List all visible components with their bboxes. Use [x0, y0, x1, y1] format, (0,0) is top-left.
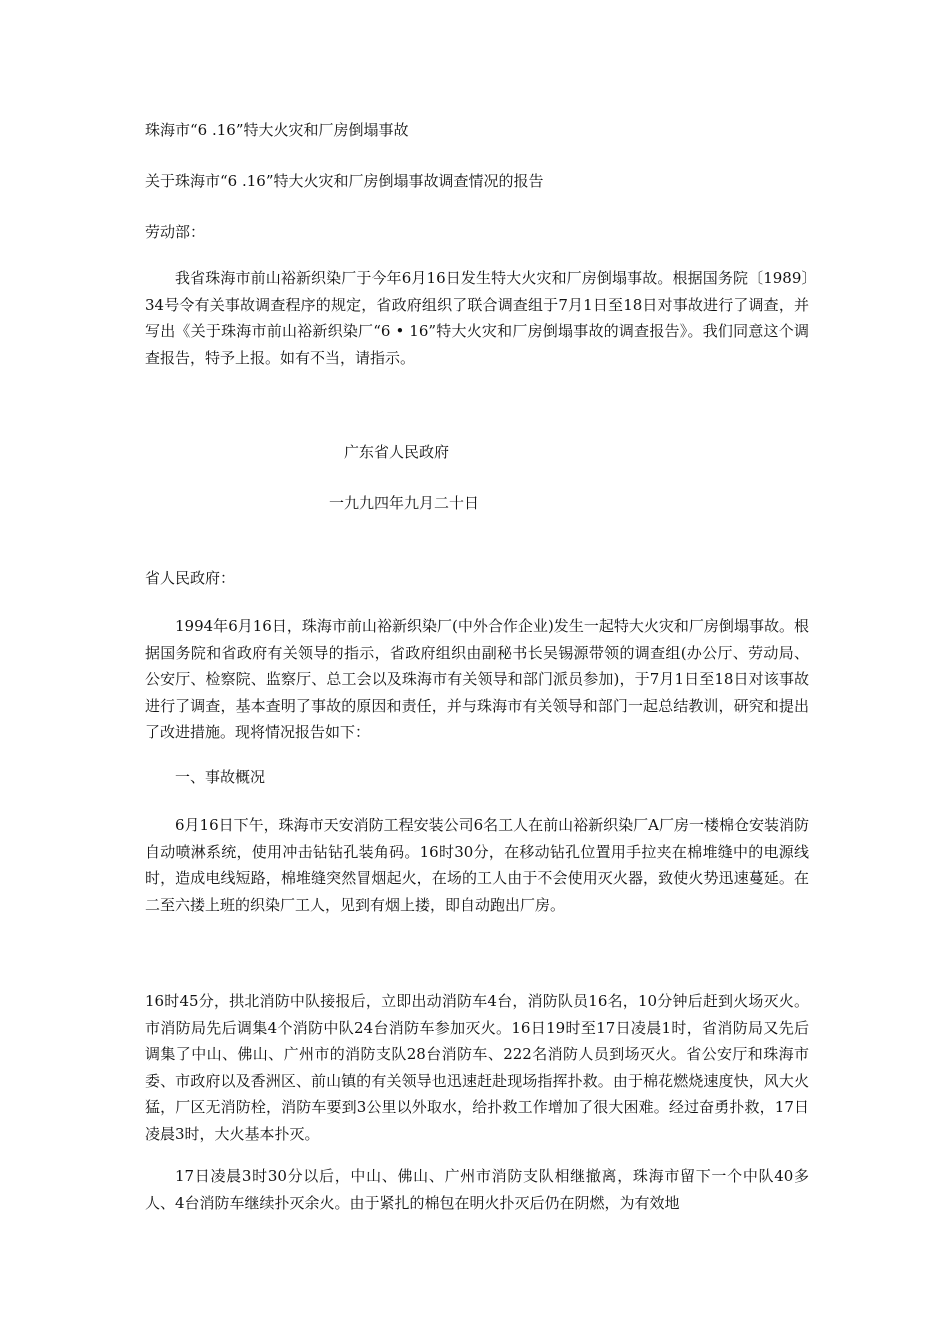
signature-organization: 广东省人民政府: [344, 443, 450, 461]
recipient-line-2: 省人民政府：: [145, 569, 236, 587]
intro-paragraph: 1994年6月16日，珠海市前山裕新织染厂(中外合作企业)发生一起特大火灾和厂房倒塌事故。根据国务院和省政府有关领导的指示，省政府组织由副秘书长吴锡源带领的调查组(办公厅、劳动局、公安厅、检察院、监察厅、总工会以及珠海市有关领导和部门派员参加)，于7月1日至18日对该事故进行了调查，基本查明了事故的原因和责任，并与珠海市有关领导和部门一起总结教训，研究和提出了改进措施。现将情况报告如下：: [145, 617, 809, 741]
recipient-line: 劳动部：: [145, 223, 206, 241]
document-title: 珠海市“6 .16”特大火灾和厂房倒塌事故: [145, 121, 409, 139]
section-heading: 一、事故概况: [175, 768, 266, 786]
section-paragraph-3: 17日凌晨3时30分以后，中山、佛山、广州市消防支队相继撤离，珠海市留下一个中队40多人、4台消防车继续扑灭余火。由于紧扎的棉包在明火扑灭后仍在阴燃，为有效地: [145, 1167, 809, 1212]
section-paragraph-1: 6月16日下午，珠海市天安消防工程安装公司6名工人在前山裕新织染厂A厂房一楼棉仓安装消防自动喷淋系统，使用冲击钻钻孔装角码。16时30分，在移动钻孔位置用手拉夹在棉堆缝中的电源线时，造成电线短路，棉堆缝突然冒烟起火，在场的工人由于不会使用灭火器，致使火势迅速蔓延。在二至六搂上班的织染厂工人，见到有烟上搂，即自动跑出厂房。: [145, 816, 810, 914]
report-title: 关于珠海市“6 .16”特大火灾和厂房倒塌事故调查情况的报告: [145, 172, 544, 190]
cover-paragraph: 我省珠海市前山裕新织染厂于今年6月16日发生特大火灾和厂房倒塌事故。根据国务院〔1989〕34号令有关事故调查程序的规定，省政府组织了联合调查组于7月1日至18日对事故进行了调查，并写出《关于珠海市前山裕新织染厂“6 • 16”特大火灾和厂房倒塌事故的调查报告》。我们同意这个调查报告，特予上报。如有不当，请指示。: [145, 269, 809, 367]
signature-date: 一九九四年九月二十日: [329, 494, 480, 512]
section-paragraph-2: 16时45分，拱北消防中队接报后，立即出动消防车4台，消防队员16名，10分钟后赶到火场灭火。市消防局先后调集4个消防中队24台消防车参加灭火。16日19时至17日凌晨1时，省消防局又先后调集了中山、佛山、广州市的消防支队28台消防车、222名消防人员到场灭火。省公安厅和珠海市委、市政府以及香洲区、前山镇的有关领导也迅速赶赴现场指挥扑救。由于棉花燃烧速度快，风大火猛，厂区无消防栓，消防车要到3公里以外取水，给扑救工作增加了很大困难。经过奋勇扑救，17日凌晨3时，大火基本扑灭。: [145, 992, 809, 1143]
